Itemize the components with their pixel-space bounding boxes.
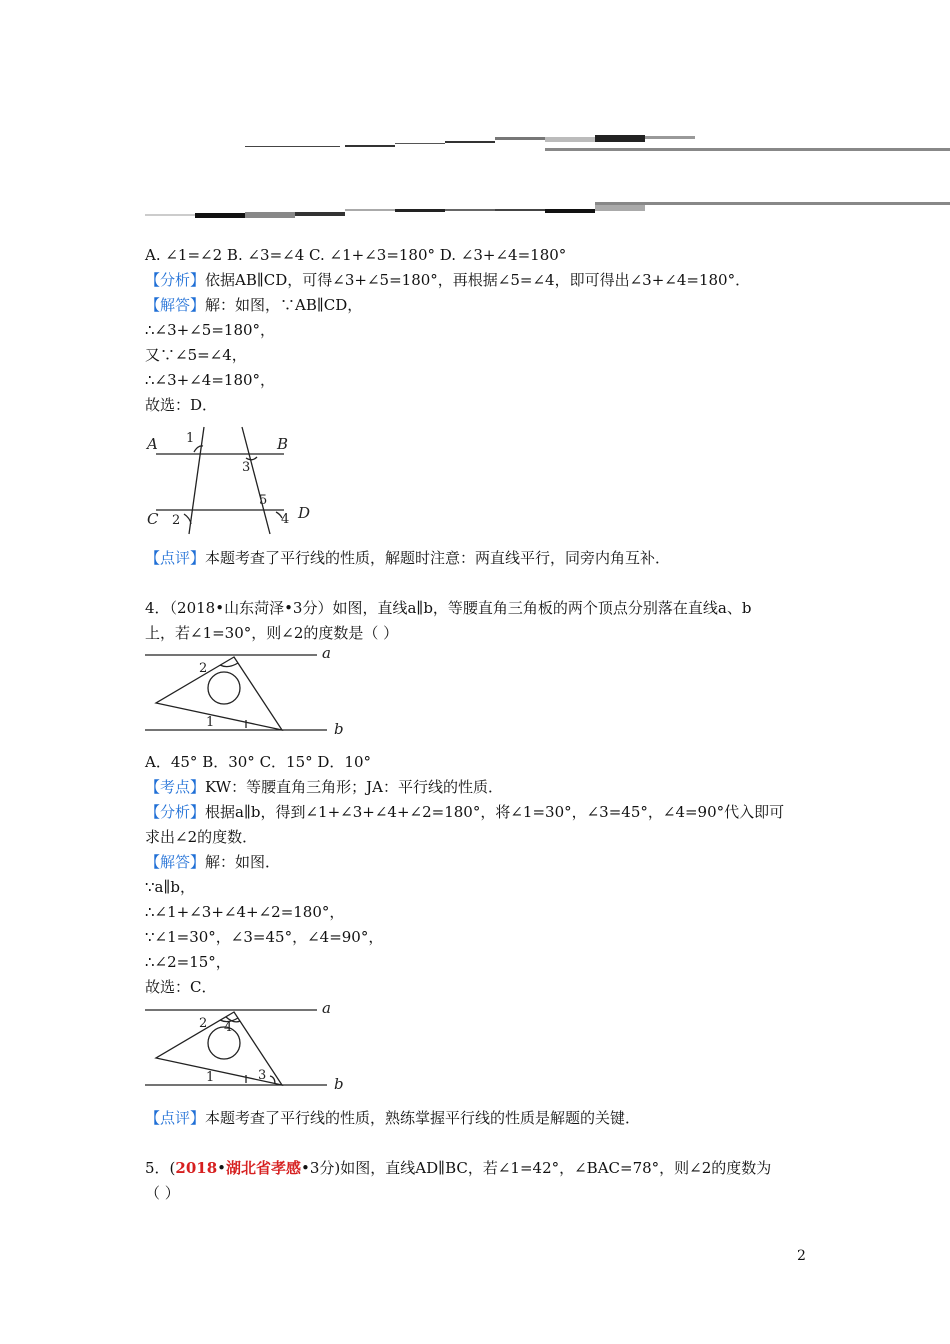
q3-step3: ∴∠3+∠4=180°， [145,371,276,389]
q4-options: A．45° B．30° C．15° D．10° [145,753,372,771]
q4-analysis-line2: 求出∠2的度数． [145,828,258,846]
q4-review: 【点评】本题考查了平行线的性质，熟练掌握平行线的性质是解题的关键． [145,1109,641,1127]
q3-options: A. ∠1=∠2 B. ∠3=∠4 C. ∠1+∠3=180° D. ∠3+∠4=180° [145,246,567,264]
q3-angle-1: 1 [186,431,195,446]
review-tag: 【点评】 [145,1109,206,1127]
q5-stem-line1: 5．(2018•湖北省孝感•3分)如图，直线AD∥BC，若∠1=42°，∠BAC=78°，则∠2的度数为 [145,1159,772,1177]
q3-choice: 故选：D． [145,396,218,414]
q4s-angle-2: 2 [199,1016,208,1031]
q4-analysis-line1: 【分析】根据a∥b，得到∠1+∠3+∠4+∠2=180°，将∠1=30°，∠3=45°，∠4=90°代入即可 [145,803,785,821]
q3-step2: 又∵∠5=∠4， [145,346,247,364]
q5-province: 湖北省孝感 [226,1159,302,1177]
q3-step1: ∴∠3+∠5=180°， [145,321,276,339]
q4-step3: ∵∠1=30°，∠3=45°，∠4=90°， [145,928,384,946]
q4-step2: ∴∠1+∠3+∠4+∠2=180°， [145,903,345,921]
answer-tag: 【解答】 [145,296,206,314]
q3-label-B: B [277,435,289,453]
q4-angle-2: 2 [199,661,208,676]
q3-angle-2: 2 [172,513,181,528]
q5-stem-line2: （ ） [145,1184,180,1202]
q4s-label-a: a [322,1000,331,1017]
q3-angle-5: 5 [259,493,268,508]
q4-label-a: a [322,645,331,662]
q3-label-C: C [147,510,159,528]
q4-step1: ∵a∥b， [145,878,196,896]
q4s-label-b: b [334,1075,344,1093]
q4-label-b: b [334,720,344,738]
analysis-tag: 【分析】 [145,271,206,289]
q4s-angle-3: 3 [258,1068,267,1083]
q4-stem-line2: 上，若∠1=30°，则∠2的度数是（ ） [145,624,399,642]
q3-review: 【点评】本题考查了平行线的性质，解题时注意：两直线平行，同旁内角互补． [145,549,671,567]
page-number: 2 [797,1248,806,1264]
analysis-tag: 【分析】 [145,803,206,821]
q4-angle-1: 1 [206,715,215,730]
q3-angle-4: 4 [281,512,290,527]
scan-artifact-bars [0,120,950,230]
answer-tag: 【解答】 [145,853,206,871]
q3-figure [142,422,322,537]
review-tag: 【点评】 [145,549,206,567]
q5-year: 2018 [175,1159,218,1177]
q4-solution-figure [142,1000,357,1095]
q4-answer: 【解答】解：如图． [145,853,281,871]
q4s-angle-4: 4 [224,1020,233,1035]
q4-stem-line1: 4．（2018•山东菏泽•3分）如图，直线a∥b，等腰直角三角板的两个顶点分别落在直线a、b [145,599,752,617]
q3-label-A: A [147,435,158,453]
q3-analysis: 【分析】依据AB∥CD，可得∠3+∠5=180°，再根据∠5=∠4，即可得出∠3+∠4=180°． [145,271,751,289]
q3-answer: 【解答】解：如图，∵AB∥CD， [145,296,363,314]
q3-label-D: D [298,504,311,522]
q4-choice: 故选：C． [145,978,217,996]
point-tag: 【考点】 [145,778,206,796]
q3-angle-3: 3 [242,460,251,475]
q4-figure [142,645,357,740]
q4-point: 【考点】KW：等腰直角三角形；JA：平行线的性质． [145,778,503,796]
q4s-angle-1: 1 [206,1070,215,1085]
q4-step4: ∴∠2=15°， [145,953,231,971]
